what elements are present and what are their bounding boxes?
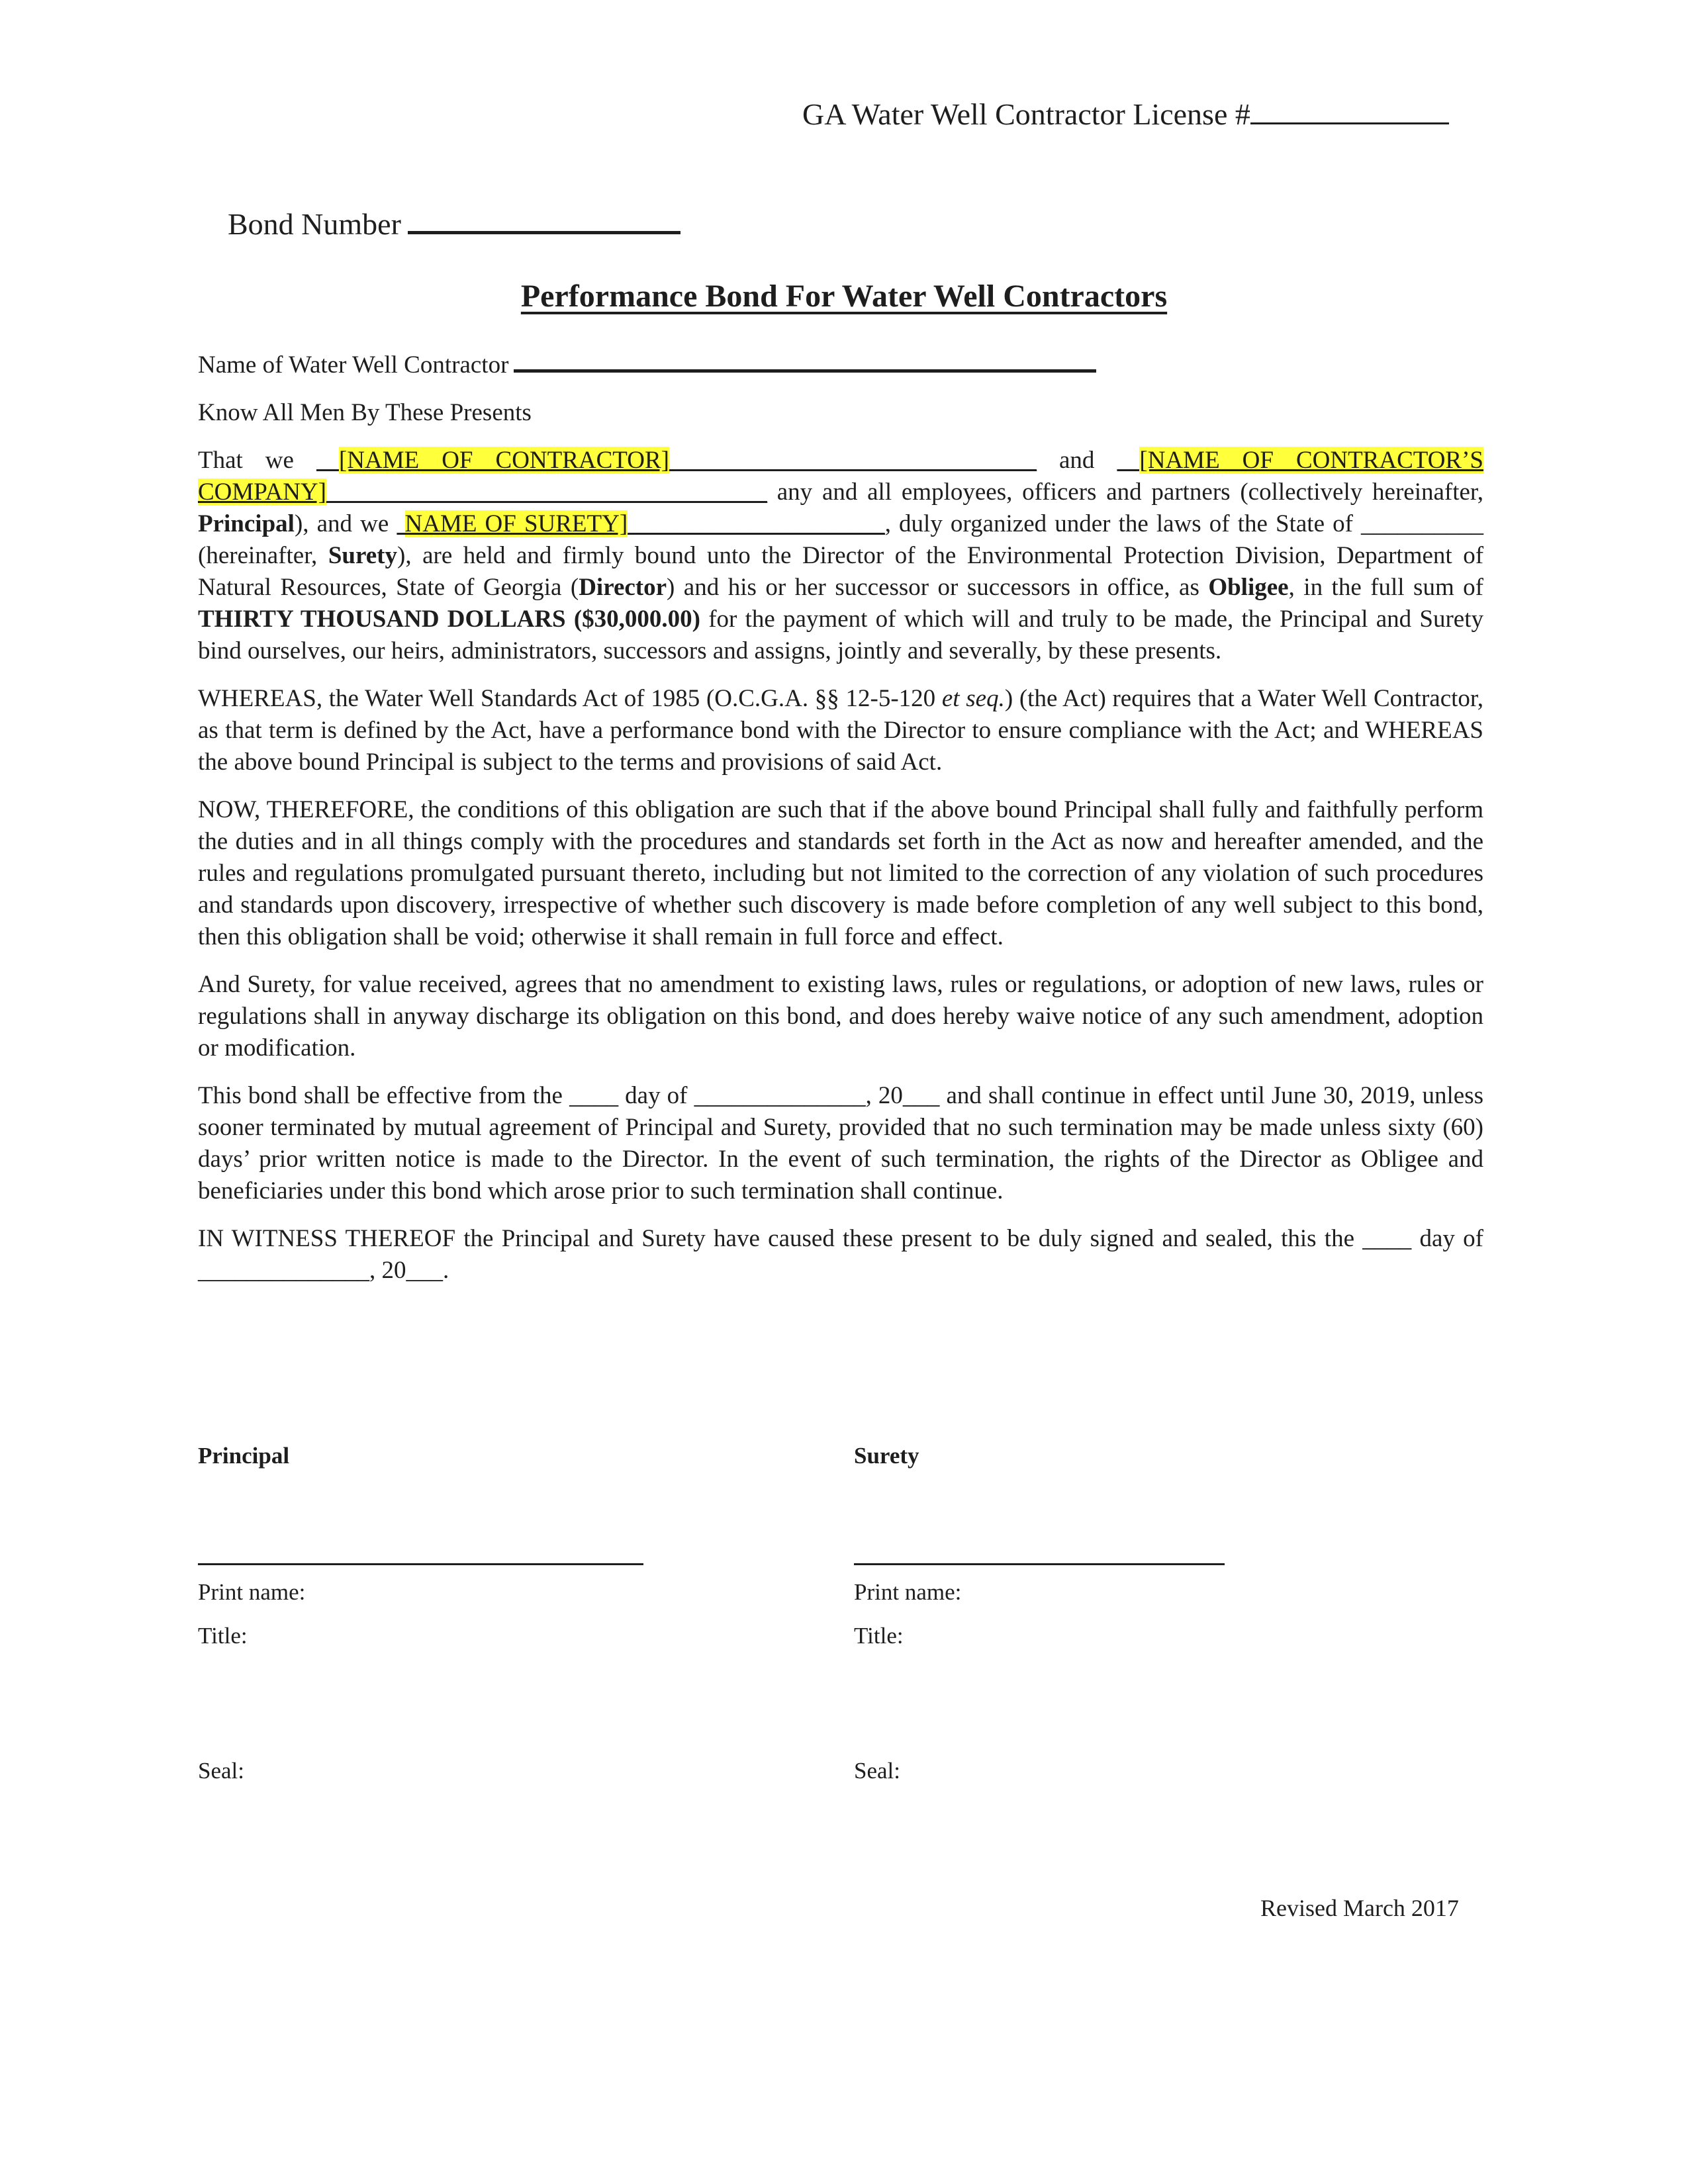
know-all-line: Know All Men By These Presents (198, 399, 532, 426)
company-placeholder[interactable]: [NAME OF CONTRACTOR’S COMPANY] (198, 447, 1483, 506)
license-blank[interactable] (1250, 99, 1449, 124)
principal-signature-line[interactable] (198, 1563, 643, 1565)
contractor-name-blank[interactable] (514, 349, 1096, 373)
license-label: GA Water Well Contractor License # (802, 97, 1250, 131)
bond-number-label: Bond Number (228, 207, 401, 241)
parties-paragraph: That we [NAME OF CONTRACTOR]______________________________ and [NAME OF CONTRACTOR’S COMPANY]____________________________________ any and all employees, officers and partners (collectively hereinafter, Principal), and we NAME OF SURETY]_____________________, duly organized under the laws of the State of __________ (hereinafter, Surety), are held and firmly bound unto the Director of the Environmental Protection Division, Department of Natural Resources, State of Georgia (Director) and his or her successor or successors in office, as Obligee, in the full sum of THIRTY THOUSAND DOLLARS ($30,000.00) for the payment of which will and truly to be made, the Principal and Surety bind ourselves, our heirs, administrators, successors and assigns, jointly and severally, by these presents. (198, 447, 1484, 664)
license-number-field (802, 97, 1449, 132)
surety-heading: Surety (854, 1443, 919, 1469)
effective-paragraph: This bond shall be effective from the ____ day of ______________, 20___ and shall continue in effect until June 30, 2019, unless sooner terminated by mutual agreement of Principal and Surety, provided that no such termination may be made unless sixty (60) days’ prior written notice is made to the Director. In the event of such termination, the rights of the Director as Obligee and beneficiaries under this bond which arose prior to such termination shall continue. (198, 1082, 1483, 1205)
contractor-placeholder[interactable]: [NAME OF CONTRACTOR] (338, 447, 669, 474)
document-title: Performance Bond For Water Well Contractors (520, 279, 1168, 314)
contractor-name-label: Name of Water Well Contractor (198, 351, 509, 379)
principal-seal-label: Seal: (198, 1758, 244, 1784)
principal-print-name-label: Print name: (198, 1579, 306, 1605)
surety-signature-line[interactable] (854, 1563, 1225, 1565)
witness-paragraph: IN WITNESS THEREOF the Principal and Surety have caused these present to be duly signed and sealed, this the ____ day of ______________, 20___. (198, 1225, 1483, 1284)
contractor-name-line (198, 349, 1483, 381)
principal-heading: Principal (198, 1443, 290, 1469)
and-surety-paragraph: And Surety, for value received, agrees that no amendment to existing laws, rules or regulations, or adoption of new laws, rules or regulations shall in anyway discharge its obligation on this bond, and does hereby waive notice of any such amendment, adoption or modification. (198, 971, 1483, 1062)
revised-date: Revised March 2017 (1260, 1895, 1459, 1921)
principal-title-label: Title: (198, 1623, 248, 1649)
surety-print-name-label: Print name: (854, 1579, 962, 1605)
whereas-paragraph: WHEREAS, the Water Well Standards Act of 1985 (O.C.G.A. §§ 12-5-120 et seq.) (the Act) requires that a Water Well Contractor, as that term is defined by the Act, have a performance bond with the Director to ensure compliance with the Act; and WHEREAS the above bound Principal is subject to the terms and provisions of said Act. (198, 685, 1483, 776)
bond-number-field (228, 206, 680, 242)
surety-seal-label: Seal: (854, 1758, 900, 1784)
bond-body (198, 349, 1483, 1302)
now-therefore-paragraph: NOW, THEREFORE, the conditions of this obligation are such that if the above bound Principal shall fully and faithfully perform the duties and in all things comply with the procedures and standards set forth in the Act as now and hereafter amended, and the rules and regulations promulgated pursuant thereto, including but not limited to the correction of any violation of such procedures and standards upon discovery, irrespective of whether such discovery is made before completion of any well subject to this bond, then this obligation shall be void; otherwise it shall remain in full force and effect. (198, 796, 1483, 950)
bond-number-blank[interactable] (408, 207, 680, 234)
state-blank[interactable]: __________ (1361, 510, 1484, 537)
surety-title-label: Title: (854, 1623, 904, 1649)
surety-placeholder[interactable]: NAME OF SURETY] (404, 510, 628, 537)
